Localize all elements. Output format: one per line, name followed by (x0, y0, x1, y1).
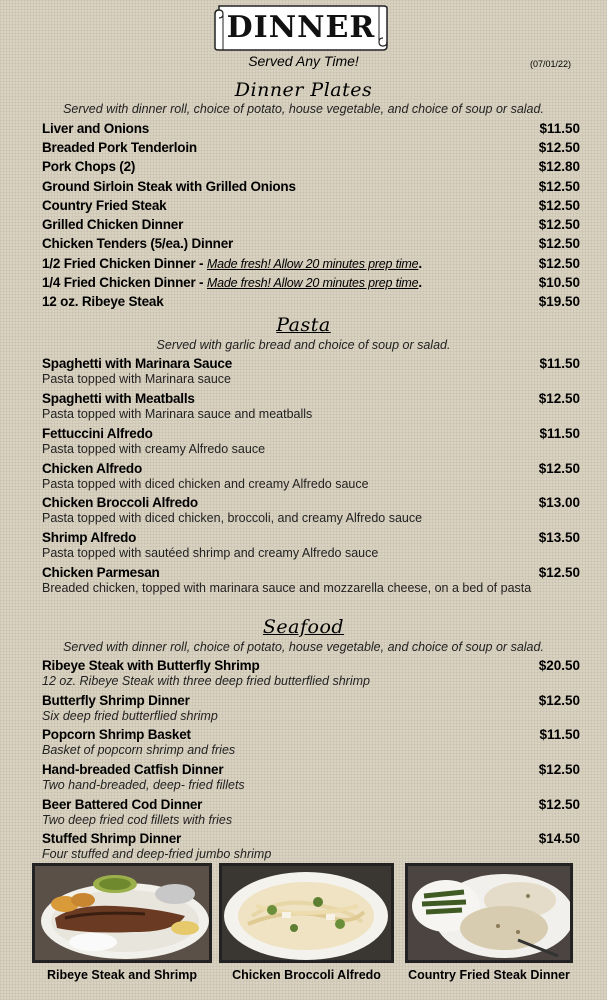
menu-item: Breaded Pork Tenderloin $12.50 (42, 140, 580, 155)
menu-item: Grilled Chicken Dinner $12.50 (42, 217, 580, 232)
served-any-time: Served Any Time! (248, 53, 359, 69)
pasta-title: Pasta (276, 314, 331, 336)
dinner-plates-title: Dinner Plates (234, 79, 373, 101)
menu-item: Spaghetti with Meatballs $12.50 Pasta topped with Marinara sauce and meatballs (42, 391, 580, 421)
menu-item: Butterfly Shrimp Dinner $12.50 Six deep fried butterflied shrimp (42, 693, 580, 723)
menu-item: Shrimp Alfredo $13.50 Pasta topped with sautéed shrimp and creamy Alfredo sauce (42, 530, 580, 560)
photo-ribeye-steak-shrimp (32, 863, 212, 963)
page-title: DINNER (226, 10, 376, 45)
dinner-plates-note: Served with dinner roll, choice of potato, house vegetable, and choice of soup or salad. (63, 102, 544, 116)
caption-chicken-broccoli-alfredo: Chicken Broccoli Alfredo (232, 968, 381, 982)
menu-item: 12 oz. Ribeye Steak $19.50 (42, 294, 580, 309)
menu-date: (07/01/22) (529, 59, 571, 69)
photo-country-fried-steak-dinner (405, 863, 573, 963)
caption-ribeye-steak-shrimp: Ribeye Steak and Shrimp (46, 968, 198, 982)
menu-item: Chicken Parmesan $12.50 Breaded chicken, topped with marinara sauce and mozzarella cheese, on a bed of pasta (42, 565, 580, 595)
menu-item: Chicken Alfredo $12.50 Pasta topped with diced chicken and creamy Alfredo sauce (42, 461, 580, 491)
menu-item: Hand-breaded Catfish Dinner $12.50 Two hand-breaded, deep- fried fillets (42, 762, 580, 792)
menu-item: Country Fried Steak $12.50 (42, 198, 580, 213)
menu-item: Liver and Onions $11.50 (42, 121, 580, 136)
menu-item: Chicken Broccoli Alfredo $13.00 Pasta topped with diced chicken, broccoli, and creamy Alfredo sauce (42, 495, 580, 525)
menu-item: Pork Chops (2) $12.80 (42, 159, 580, 174)
title-banner (213, 4, 389, 52)
menu-item: 1/4 Fried Chicken Dinner - Made fresh! Allow 20 minutes prep time. $10.50 (42, 275, 580, 290)
caption-country-fried-steak-dinner: Country Fried Steak Dinner (408, 968, 570, 982)
menu-item: Fettuccini Alfredo $11.50 Pasta topped with creamy Alfredo sauce (42, 426, 580, 456)
menu-item: Stuffed Shrimp Dinner $14.50 Four stuffed and deep-fried jumbo shrimp (42, 831, 580, 861)
seafood-note: Served with dinner roll, choice of potato, house vegetable, and choice of soup or salad. (63, 640, 544, 654)
menu-item: Ribeye Steak with Butterfly Shrimp $20.50 12 oz. Ribeye Steak with three deep fried butterflied shrimp (42, 658, 580, 688)
menu-item: Beer Battered Cod Dinner $12.50 Two deep fried cod fillets with fries (42, 797, 580, 827)
menu-item: Chicken Tenders (5/ea.) Dinner $12.50 (42, 236, 580, 251)
photo-chicken-broccoli-alfredo (219, 863, 394, 963)
menu-item: Ground Sirloin Steak with Grilled Onions $12.50 (42, 179, 580, 194)
menu-item: Popcorn Shrimp Basket $11.50 Basket of popcorn shrimp and fries (42, 727, 580, 757)
seafood-title: Seafood (262, 616, 345, 638)
menu-item: Spaghetti with Marinara Sauce $11.50 Pasta topped with Marinara sauce (42, 356, 580, 386)
menu-item: 1/2 Fried Chicken Dinner - Made fresh! Allow 20 minutes prep time. $12.50 (42, 256, 580, 271)
pasta-note: Served with garlic bread and choice of soup or salad. (156, 338, 451, 352)
